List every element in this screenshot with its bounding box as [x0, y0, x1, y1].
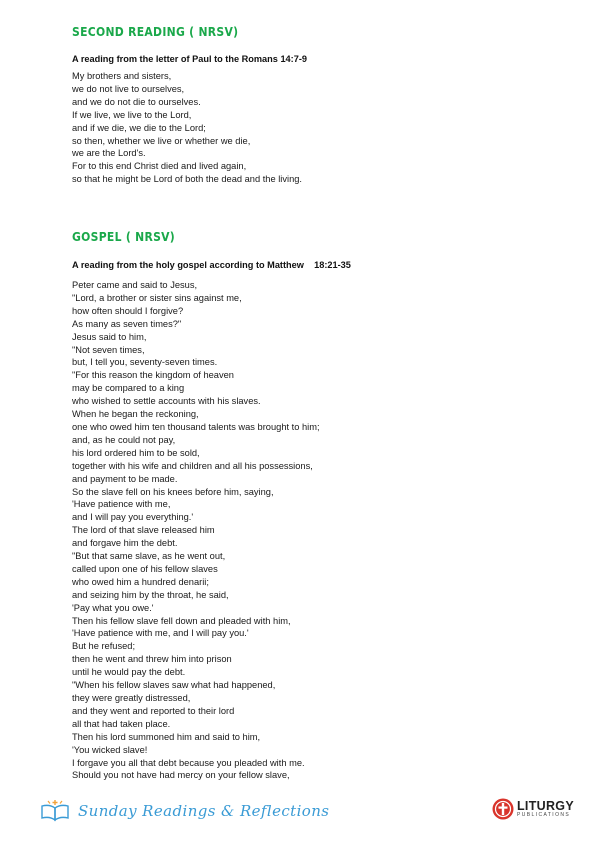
gospel-line: "Not seven times, — [72, 344, 145, 355]
open-book-icon — [40, 798, 70, 824]
gospel-line: 'You wicked slave! — [72, 744, 148, 755]
footer — [0, 790, 595, 830]
gospel-line: and, as he could not pay, — [72, 434, 176, 445]
second-reading-line: If we live, we live to the Lord, — [72, 109, 192, 120]
gospel-line: As many as seven times?" — [72, 318, 182, 329]
gospel-line: When he began the reckoning, — [72, 409, 199, 420]
gospel-line: Then his fellow slave fell down and pleaded with him, — [72, 615, 291, 626]
gospel-line: all that had taken place. — [72, 718, 171, 729]
gospel-line: and payment to be made. — [72, 473, 178, 484]
gospel-line: one who owed him ten thousand talents was brought to him; — [72, 421, 320, 432]
second-reading-line: and we do not die to ourselves. — [72, 96, 201, 107]
gospel-line: how often should I forgive? — [72, 305, 184, 316]
brand-name: Sunday Readings & Reflections — [78, 802, 330, 820]
liturgy-logo-icon — [492, 798, 514, 820]
gospel-line: 'Have patience with me, and I will pay you.' — [72, 628, 249, 639]
gospel-line: "But that same slave, as he went out, — [72, 551, 226, 562]
gospel-line: they were greatly distressed, — [72, 693, 191, 703]
second-reading-line: we do not live to ourselves, — [72, 83, 185, 94]
gospel-reference: A reading from the holy gospel according to Matthew 18:21-35 — [72, 260, 351, 270]
second-reading-text — [72, 70, 302, 186]
gospel-line: and I will pay you everything.' — [72, 512, 194, 523]
gospel-line: who owed him a hundred denarii; — [72, 576, 209, 587]
gospel-line: until he would pay the debt. — [72, 667, 186, 678]
gospel-line: I forgave you all that debt because you pleaded with me. — [72, 757, 305, 768]
gospel-line: "When his fellow slaves saw what had happened, — [72, 680, 276, 691]
second-reading-title: SECOND READING ( NRSV) — [72, 25, 239, 39]
gospel-line: who wished to settle accounts with his slaves. — [72, 396, 261, 407]
gospel-line: 'Have patience with me, — [72, 499, 171, 510]
gospel-line: and they went and reported to their lord — [72, 705, 235, 716]
gospel-line: Should you not have had mercy on your fellow slave, — [72, 770, 290, 781]
gospel-line: and forgave him the debt. — [72, 538, 178, 549]
gospel-line: 'Pay what you owe.' — [72, 602, 154, 613]
gospel-line: But he refused; — [72, 641, 136, 652]
second-reading-line: we are the Lord's. — [72, 148, 146, 159]
gospel-line: "Lord, a brother or sister sins against me, — [72, 292, 242, 303]
second-reading-line: so then, whether we live or whether we die, — [72, 135, 251, 146]
gospel-line: and seizing him by the throat, he said, — [72, 589, 229, 600]
gospel-line: called upon one of his fellow slaves — [72, 563, 218, 574]
gospel-line: Then his lord summoned him and said to him, — [72, 731, 261, 742]
gospel-line: then he went and threw him into prison — [72, 654, 232, 665]
liturgy-logo — [492, 798, 574, 820]
gospel-line: his lord ordered him to be sold, — [72, 447, 200, 458]
gospel-line: So the slave fell on his knees before him, saying, — [72, 486, 274, 497]
gospel-title: GOSPEL ( NRSV) — [72, 230, 176, 244]
logo-sub-text: PUBLICATIONS — [517, 812, 571, 819]
logo-main-text: LITURGY — [517, 798, 574, 813]
gospel-line: Jesus said to him, — [72, 331, 147, 342]
second-reading-line: so that he might be Lord of both the dead and the living. — [72, 174, 303, 185]
gospel-line: "For this reason the kingdom of heaven — [72, 370, 234, 381]
gospel-line: Peter came and said to Jesus, — [72, 280, 198, 290]
gospel-line: may be compared to a king — [72, 383, 185, 394]
brand — [40, 798, 329, 824]
second-reading-line: My brothers and sisters, — [72, 71, 172, 81]
second-reading-line: For to this end Christ died and lived again, — [72, 161, 247, 172]
second-reading-reference: A reading from the letter of Paul to the Romans 14:7-9 — [72, 54, 307, 64]
gospel-text — [72, 279, 320, 782]
gospel-line: but, I tell you, seventy-seven times. — [72, 357, 218, 368]
gospel-line: together with his wife and children and all his possessions, — [72, 460, 313, 471]
gospel-line: The lord of that slave released him — [72, 525, 215, 536]
second-reading-line: and if we die, we die to the Lord; — [72, 122, 206, 133]
logo-text — [517, 800, 574, 819]
